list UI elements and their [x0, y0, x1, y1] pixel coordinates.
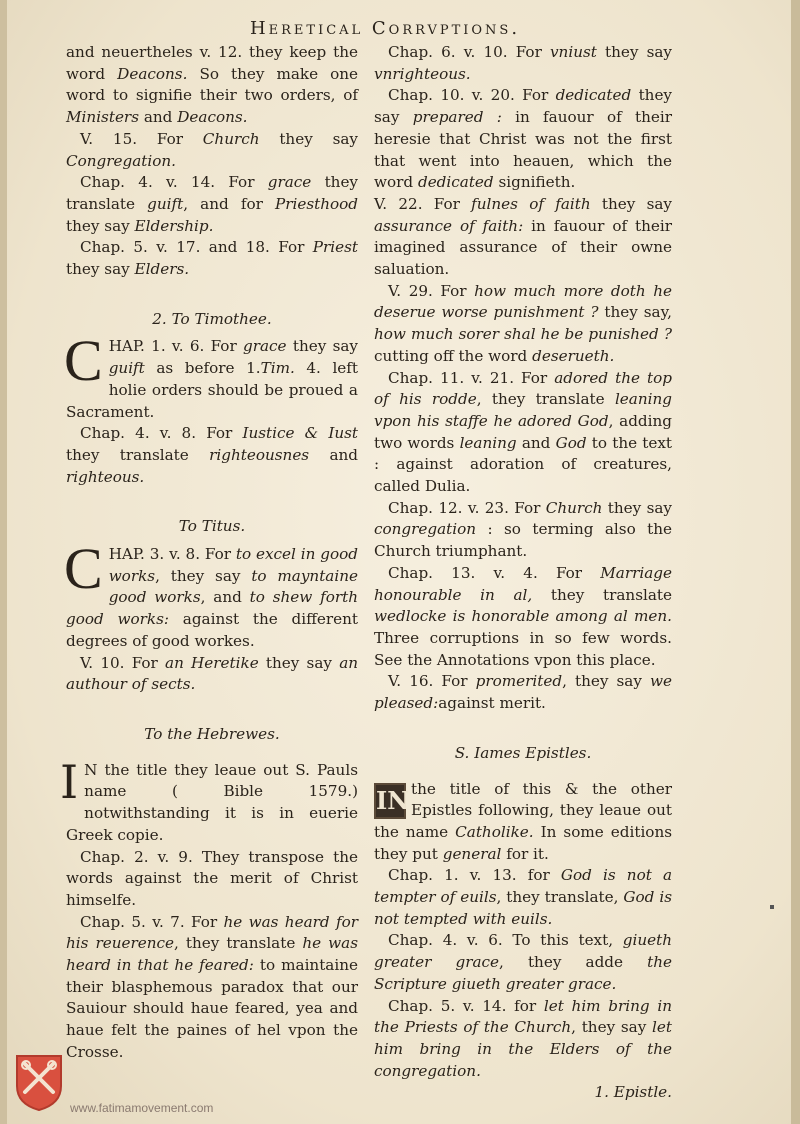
margin-mark [770, 905, 774, 909]
paragraph: Chap. 10. v. 20. For dedicated they say prepared : in fauour of their heresie that Christ was not the first that went into heauen, which the word dedicated signifieth. [374, 86, 673, 192]
paragraph: Chap. 13. v. 4. For Marriage honourable in al, they translate wedlocke is honorable among al men. Three corruptions in so few words. See the Annotations vpon this place. [374, 563, 672, 669]
drop-capital: C [64, 328, 103, 394]
paragraph: V. 16. For promerited, they say we pleased:against merit. [374, 672, 673, 713]
left-column [60, 42, 359, 1064]
section-heading: To Titus. [178, 517, 246, 536]
paragraph: Chap. 5. v. 17. and 18. For Priest they say Elders. [66, 238, 359, 279]
drop-capital: C [64, 536, 103, 602]
paragraph: Chap. 12. v. 23. For Church they say congregation : so terming also the Church triumphant. [374, 498, 673, 561]
paragraph: Chap. 4. v. 6. To this text, giueth greater grace, they adde the Scripture giueth greater grace. [374, 931, 673, 993]
paragraph: Chap. 11. v. 21. For adored the top of his rodde, they translate leaning vpon his staffe he adored God, adding two words leaning and God to the text : against adoration of creatures, called Dulia. [374, 368, 673, 496]
paragraph: C HAP. 1. v. 6. For grace they say guift as before 1.Tim. 4. left holie orders should be proued a Sacrament. [64, 328, 359, 421]
paragraph: I N the title they leaue out S. Pauls name ( Bible 1579.) notwithstanding it is in euerie Greek copie. [60, 754, 358, 844]
catchword: 1. Epistle. [594, 1083, 672, 1102]
section-heading: S. Iames Epistles. [454, 743, 592, 762]
papal-seal-logo [13, 1052, 65, 1112]
paragraph: Chap. 5. v. 14. for let him bring in the Priests of the Church, they say let him bring in the Elders of the congregation. [374, 996, 672, 1080]
paragraph: C HAP. 3. v. 8. For to excel in good works, they say to mayntaine good works, and to shew forth good works: against the different degrees of good workes. [64, 536, 359, 650]
paragraph: V. 22. For fulnes of faith they say assurance of faith: in fauour of their imagined assurance of their owne saluation. [374, 194, 673, 279]
paragraph: V. 10. For an Heretike they say an authour of sects. [66, 653, 359, 694]
paragraph: Chap. 4. v. 14. For grace they translate guift, and for Priesthood they say Eldership. [66, 173, 359, 235]
paragraph: IN the title of this & the other Epistles following, they leaue out the name Catholike. In some editions they put general for it. [374, 779, 673, 863]
section-heading: To the Hebrewes. [144, 724, 280, 743]
website-watermark: www.fatimamovement.com [70, 1101, 214, 1115]
right-column [374, 42, 672, 1104]
paragraph: V. 15. For Church they say Congregation. [66, 129, 359, 170]
paragraph: Chap. 6. v. 10. For vniust they say vnrighteous. [374, 43, 672, 83]
paragraph: Chap. 5. v. 7. For he was heard for his reuerence, they translate he was heard in that he feared: to maintaine their blasphemous paradox that our Sauiour should haue feared, yea and haue felt the paines of hel vpon the Crosse. [66, 912, 358, 1061]
paragraph: Chap. 1. v. 13. for God is not a tempter of euils, they translate, God is not tempted with euils. [374, 866, 673, 928]
paragraph: Chap. 4. v. 8. For Iustice & Iust they translate righteousnes and righteous. [66, 424, 358, 486]
paragraph: V. 29. For how much more doth he deserue worse punishment ? they say, how much sorer shal he be punished ? cutting off the word deserueth. [374, 281, 672, 365]
paragraph: Chap. 2. v. 9. They transpose the words against the merit of Christ himselfe. [66, 847, 358, 909]
ornamental-initial: IN [374, 783, 406, 819]
page-edge-right [791, 0, 800, 1124]
page-edge-left [0, 0, 7, 1124]
section-heading: 2. To Timothee. [152, 309, 272, 328]
running-header: Heretical Corrvptions. [249, 18, 521, 39]
paragraph: and neuertheles v. 12. they keep the word Deacons. So they make one word to signifie their two orders, of Ministers and Deacons. [66, 43, 359, 127]
drop-capital: I [60, 754, 79, 809]
